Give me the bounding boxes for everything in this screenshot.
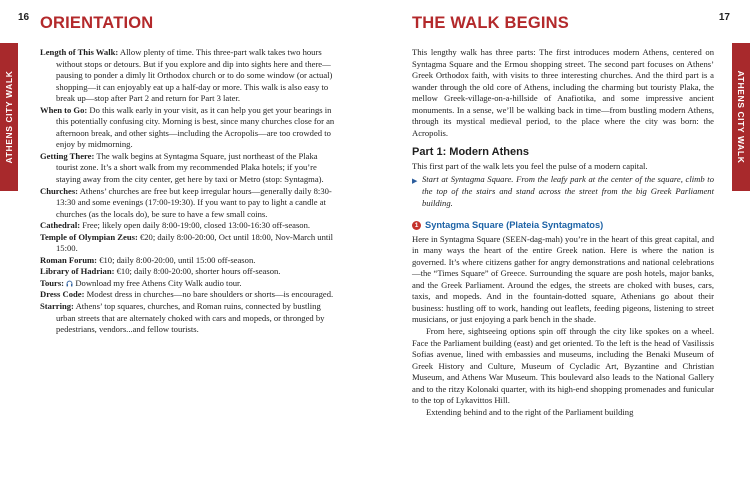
entry-text: Modest dress in churches—no bare shoulders or shorts—is encouraged. <box>84 289 334 300</box>
entry-text: €10; daily 8:00-20:00, until 15:00 off-season. <box>97 254 256 265</box>
route-text: From the leafy park at the center of the square, climb to the top of the stairs and stand across the street from the big Greek Parliament building. <box>422 174 714 208</box>
entry-label: Roman Forum: <box>40 254 98 265</box>
entry-text: Free; likely open daily 8:00-19:00, closed 13:00-16:30 off-season. <box>80 220 311 231</box>
route-arrow-icon: ▶ <box>412 177 418 186</box>
list-item <box>40 232 340 255</box>
entry-text: Do this walk early in your visit, as it can help you get your bearings in this potentially confusing city. Morning is best, since many churches close for an afternoon break, and other sights—including the Acropolis—are too crowded to enjoy by midmorning. <box>56 104 335 150</box>
sight-heading <box>412 220 714 232</box>
list-item <box>40 266 340 278</box>
entry-label: Starring: <box>40 301 74 312</box>
side-tab-label: ATHENS CITY WALK <box>736 70 746 164</box>
part-intro: This first part of the walk lets you feel the pulse of a modern capital. <box>412 160 648 171</box>
side-tab <box>732 43 750 191</box>
page-number: 17 <box>718 12 730 23</box>
entry-label: When to Go: <box>40 104 88 115</box>
entry-text: Athens’ churches are free but keep irregular hours—generally daily 8:30-13:30 and some evenings (17:00-19:30). If you want to pay to light a candle at churches (as the locals do), be sure to have a few small coins. <box>56 185 332 219</box>
entry-text: €20; daily 8:00-20:00, Oct until 18:00, Nov-March until 15:00. <box>56 231 334 254</box>
page-number: 16 <box>18 12 30 23</box>
entry-label: Churches: <box>40 185 79 196</box>
side-tab-label: ATHENS CITY WALK <box>4 70 14 164</box>
entry-label: Temple of Olympian Zeus: <box>40 231 138 242</box>
list-item <box>40 278 340 290</box>
body-paragraph: From here, sightseeing options spin off through the city like spokes on a wheel. Face the Parliament building (east) and get oriented. To the left is the head of Vasilissis Sofias avenue, lined with embassies and museums, including the Benaki Museum of Greek History and Culture, Museum of Cycladic Art, Byzantine and Christian Museum, and Athens War Museum. This boulevard also leads to the National Gallery and to the ritzy Kolonaki quarter, with its high-end shopping promenades and funicular to the top of Lykavittos Hill. <box>412 326 714 406</box>
entry-label: Length of This Walk: <box>40 47 119 57</box>
entry-text: €10; daily 8:00-20:00, shorter hours off-season. <box>114 266 281 277</box>
body-paragraph: Extending behind and to the right of the Parliament building <box>426 406 634 417</box>
section-title: ORIENTATION <box>40 14 154 32</box>
sight-number-badge: 1 <box>412 221 421 230</box>
sight-title: Syntagma Square (Plateia Syntagmatos) <box>425 220 604 231</box>
list-item <box>40 151 340 186</box>
section-title: THE WALK BEGINS <box>412 14 570 32</box>
body-paragraph: Here in Syntagma Square (SEEN-dag-mah) you’re in the heart of this great capital, and in many ways the heart of the entire Greek nation. Here is where the nation is governed. It’s where citizens gather for angry demonstrations and national celebrations—the “Times Square” of Greece. Surrounding the square are posh hotels, major banks, and the Greek Parliament. Around the edges, the streets are choked with buses, cars, taxis, and mopeds. And in the fountain-dotted square, Athenians go about their business: hustling off to work, handing out leaflets, feeding pigeons, listening to street musicians, or just enjoying a park bench in the shade. <box>412 233 714 325</box>
list-item <box>40 186 340 221</box>
entry-label: Tours: <box>40 277 65 288</box>
part-heading: Part 1: Modern Athens <box>412 146 529 159</box>
orientation-list <box>40 47 340 336</box>
list-item <box>40 105 340 151</box>
list-item <box>40 47 340 105</box>
entry-label: Dress Code: <box>40 289 85 300</box>
list-item <box>40 255 340 267</box>
side-tab <box>0 43 18 191</box>
entry-label: Getting There: <box>40 150 95 161</box>
list-item <box>40 301 340 336</box>
intro-paragraph: This lengthy walk has three parts: The first introduces modern Athens, centered on Syntagma Square and the Ermou shopping street. The second part focuses on Athens’ Greek Orthodox faith, with visits to three interesting churches. And the third part is a wander through the old core of Athens, including the charming but touristy Plaka, the mellow Greek-village-on-a-hillside of Anafiotika, and some impressive ancient monuments. In a sense, we’ll be walking back in time—from bustling modern Athens, through its mystical medieval period, to the place where the city was born: the Acropolis. <box>412 47 714 138</box>
list-item <box>40 289 340 301</box>
entry-text: Download my free Athens City Walk audio tour. <box>73 277 242 288</box>
entry-label: Library of Hadrian: <box>40 266 115 277</box>
entry-text: The walk begins at Syntagma Square, just northeast of the Plaka tourist zone. It’s a short walk from my recommended Plaka hotels; if you’re staying away from the city center, get here by taxi or Metro (stop: Syntagma). <box>56 150 324 185</box>
entry-text: Allow plenty of time. This three-part walk takes two hours without stops or detours. But if you explore and dip into sights here and there—pausing to ponder a dimly lit Orthodox church or to do some window (or actual) shopping—it can enjoyably eat up a half-day or more. This walk is also easy to break up—stop after Part 2 and return for Part 3 later. <box>56 47 333 104</box>
list-item <box>40 220 340 232</box>
entry-text: Athens’ top squares, churches, and Roman ruins, connected by bustling urban streets that are alternately choked with cars and mopeds, or thronged by pedestrians, vendors...and fellow tourists. <box>56 301 325 335</box>
route-lead: Start at Syntagma Square. <box>422 174 514 185</box>
route-instruction <box>412 174 714 209</box>
entry-label: Cathedral: <box>40 220 81 231</box>
walk-body <box>412 47 714 418</box>
